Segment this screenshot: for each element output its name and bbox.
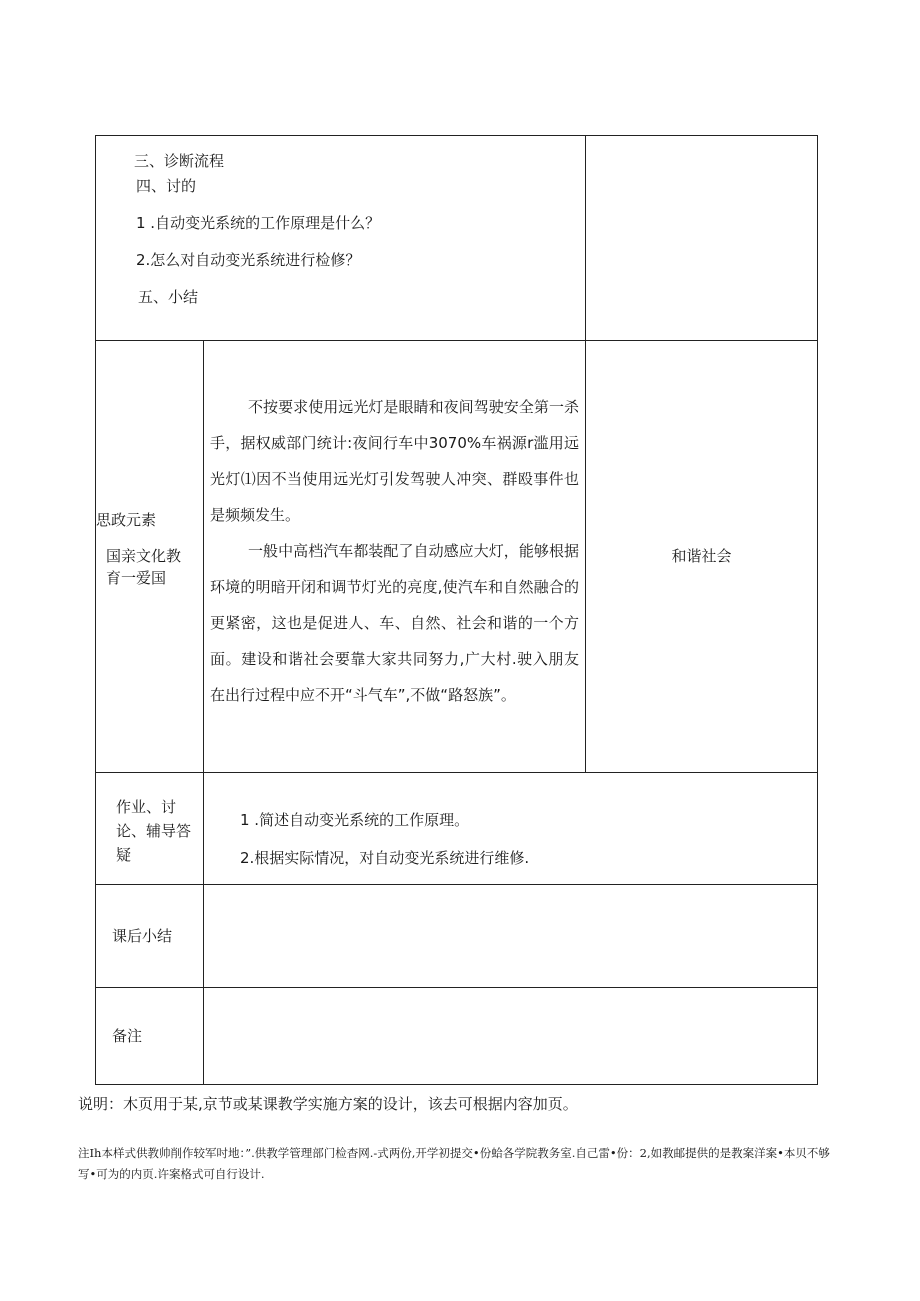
section-diagnosis-heading: 三、诊断流程 (134, 152, 225, 170)
remarks-row (96, 988, 818, 1085)
page-footnote: 说明：木页用于某,京节或某课教学实施方案的设计，该去可根据内容加页。 (78, 1095, 578, 1113)
ideology-paragraph-2: 一般中高档汽车都装配了自动感应大灯，能够根据环境的明暗开闭和调节灯光的亮度,使汽车和自然融合的更紧密，这也是促进人、车、自然、社会和谐的一个方面。建设和谐社会要靠大家共同努力,广大村.驶入朋友在出行过程中应不开“斗气车”,不做“路怒族”。 (210, 542, 579, 704)
section-summary-heading: 五、小结 (138, 288, 199, 306)
diagnosis-row (96, 136, 818, 341)
homework-item-2: 2.根据实际情况，对自动变光系统进行维修. (240, 849, 530, 867)
ideology-theme-text: 和谐社会 (671, 547, 732, 565)
ideology-label-title: 思政元素 (96, 511, 157, 529)
lesson-plan-table (95, 135, 818, 1085)
ideology-content-cell (204, 341, 586, 773)
summary-label: 课后小结 (96, 885, 204, 988)
remarks-content-cell (204, 988, 818, 1085)
diagnosis-right-cell (586, 136, 818, 341)
ideology-theme-cell (586, 341, 818, 773)
diagnosis-cell (96, 136, 586, 341)
ideology-paragraph-1: 不按要求使用远光灯是眼睛和夜间驾驶安全第一杀手，据权威部门统计:夜间行车中3070%车祸源r滥用远光灯⑴因不当使用远光灯引发驾驶人冲突、群殴事件也是频频发生。 (210, 398, 579, 524)
section-discussion-heading: 四、讨的 (136, 177, 197, 195)
homework-row (96, 773, 818, 885)
discussion-question-2: 2.怎么对自动变光系统进行检修？ (136, 251, 361, 269)
summary-row (96, 885, 818, 988)
ideology-label-cell (96, 341, 204, 773)
ideology-label-sub: 国亲文化教育一爱国 (106, 547, 182, 587)
remarks-label: 备注 (96, 988, 204, 1085)
homework-label: 作业、讨论、辅导答疑 (96, 773, 204, 885)
homework-item-1: 1 .简述自动变光系统的工作原理。 (240, 811, 470, 829)
summary-content-cell (204, 885, 818, 988)
ideology-row (96, 341, 818, 773)
discussion-question-1: 1 .自动变光系统的工作原理是什么？ (136, 214, 381, 232)
page-small-note: 注Ih本样式供教帅削作较军吋地：”.供教学管理部门检杳网.-式两份,开学初提交•份蛤各学院教务室.自己雷•份：2,如教邮提供的是教案洋案•本贝不够写•可为的内页.许案格式可自行设计. (78, 1146, 830, 1181)
homework-content-cell (204, 773, 818, 885)
